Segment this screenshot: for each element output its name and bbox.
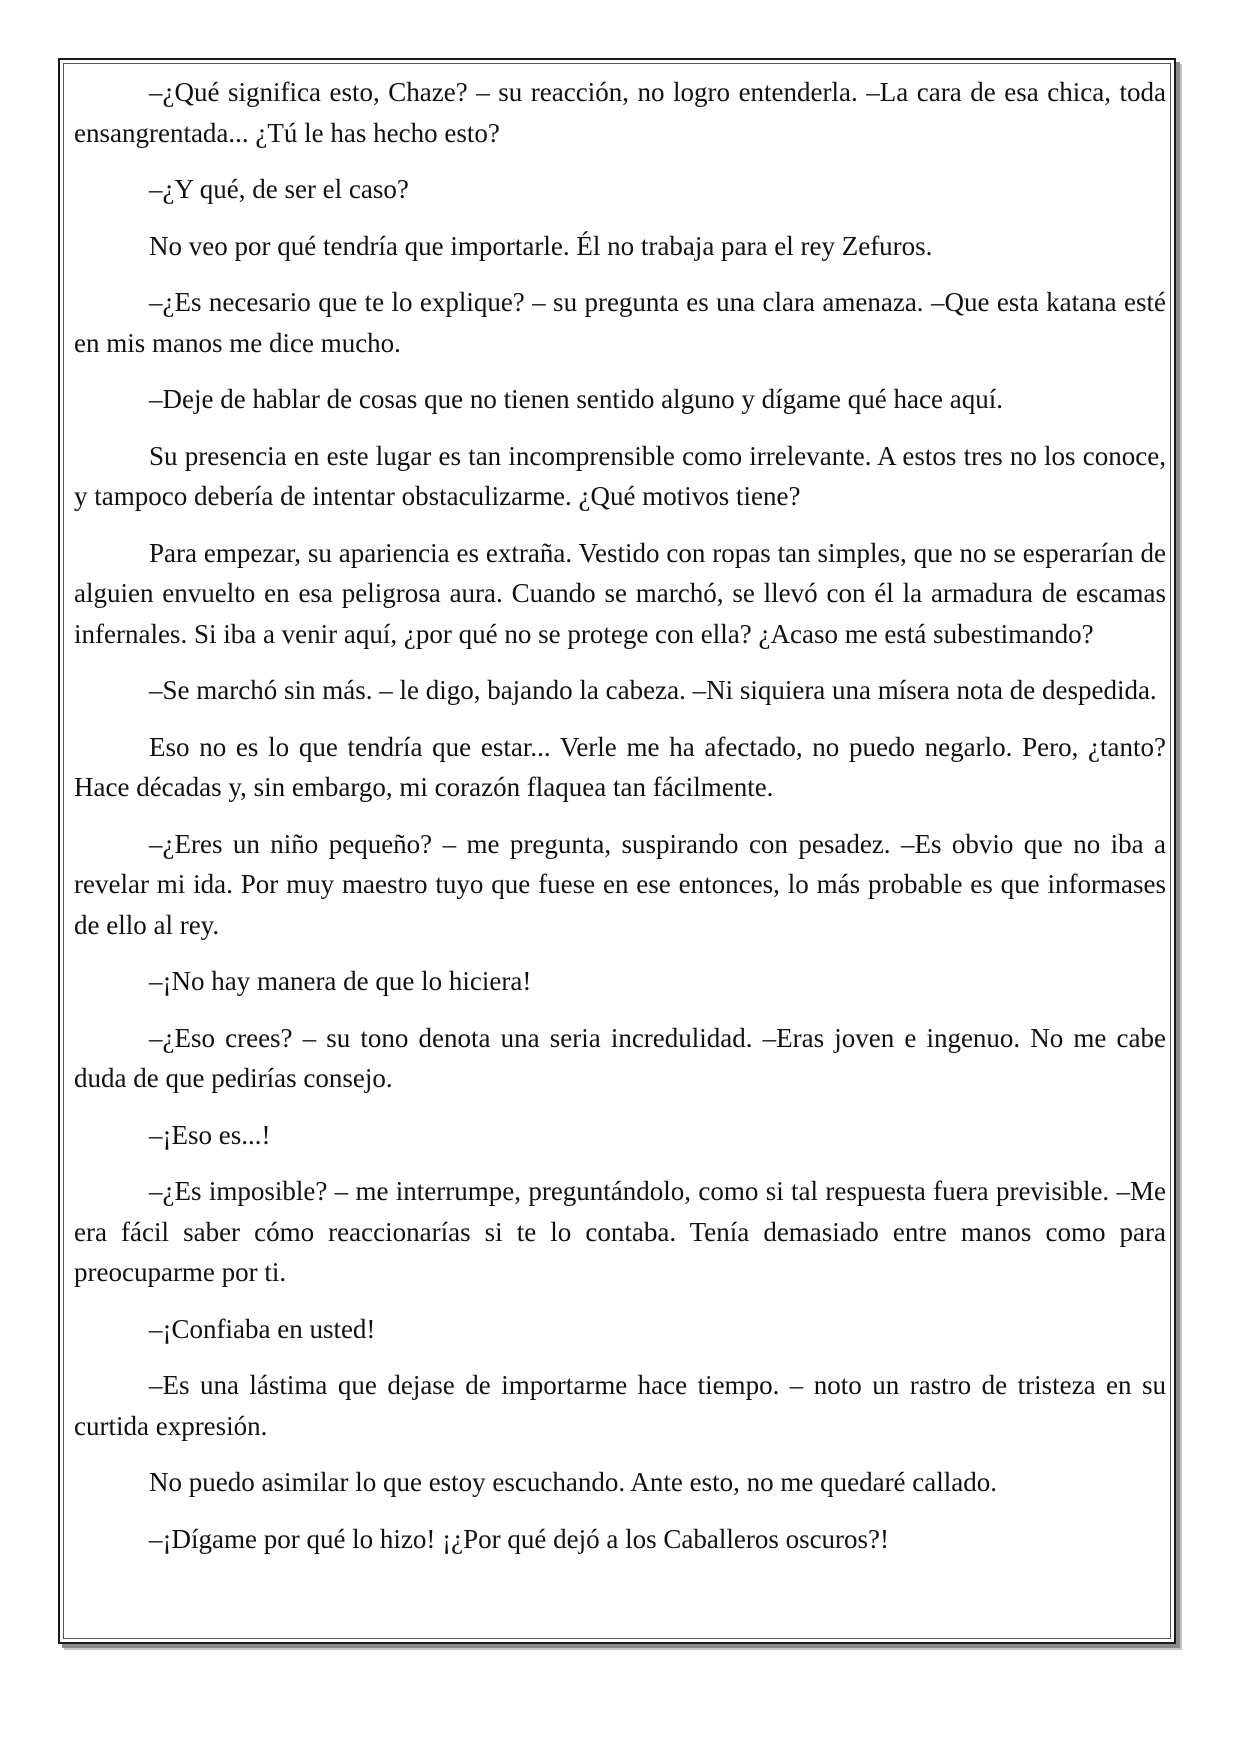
paragraph: –¿Es necesario que te lo explique? – su pregunta es una clara amenaza. –Que esta katana esté en mis manos me dice mucho.: [74, 287, 1166, 358]
story-text: [74, 72, 1166, 1575]
paragraph: –¿Eso crees? – su tono denota una seria incredulidad. –Eras joven e ingenuo. No me cabe duda de que pedirías consejo.: [74, 1022, 1166, 1093]
paragraph: –¡Dígame por qué lo hizo! ¡¿Por qué dejó a los Caballeros oscuros?!: [149, 1523, 890, 1554]
paragraph: No veo por qué tendría que importarle. Él no trabaja para el rey Zefuros.: [149, 230, 933, 261]
paragraph: –¡No hay manera de que lo hiciera!: [149, 966, 532, 996]
paragraph: No puedo asimilar lo que estoy escuchando. Ante esto, no me quedaré callado.: [149, 1467, 997, 1497]
paragraph: –¿Es imposible? – me interrumpe, preguntándolo, como si tal respuesta fuera previsible. –Me era fácil saber cómo reaccionarías si te lo contaba. Tenía demasiado entre manos como para preocuparme por ti.: [74, 1176, 1166, 1287]
paragraph: –Se marchó sin más. – le digo, bajando la cabeza. –Ni siquiera una mísera nota de despedida.: [149, 675, 1157, 705]
paragraph: –Deje de hablar de cosas que no tienen sentido alguno y dígame qué hace aquí.: [149, 384, 1003, 414]
paragraph: Eso no es lo que tendría que estar... Verle me ha afectado, no puedo negarlo. Pero, ¿tanto? Hace décadas y, sin embargo, mi corazón flaquea tan fácilmente.: [74, 731, 1166, 802]
paragraph: –¡Eso es...!: [149, 1119, 271, 1150]
paragraph: Para empezar, su apariencia es extraña. Vestido con ropas tan simples, que no se esperarían de alguien envuelto en esa peligrosa aura. Cuando se marchó, se llevó con él la armadura de escamas infernales. Si iba a venir aquí, ¿por qué no se protege con ella? ¿Acaso me está subestimando?: [74, 537, 1166, 649]
paragraph: –¡Confiaba en usted!: [149, 1313, 376, 1344]
paragraph: –¿Qué significa esto, Chaze? – su reacción, no logro entenderla. –La cara de esa chica, toda ensangrentada... ¿Tú le has hecho esto?: [74, 77, 1166, 148]
paragraph: –¿Y qué, de ser el caso?: [149, 174, 409, 204]
paragraph: –Es una lástima que dejase de importarme hace tiempo. – noto un rastro de tristeza en su curtida expresión.: [74, 1370, 1166, 1441]
paragraph: –¿Eres un niño pequeño? – me pregunta, suspirando con pesadez. –Es obvio que no iba a revelar mi ida. Por muy maestro tuyo que fuese en ese entonces, lo más probable es que informases de ello al rey.: [74, 828, 1166, 940]
paragraph: Su presencia en este lugar es tan incomprensible como irrelevante. A estos tres no los conoce, y tampoco debería de intentar obstaculizarme. ¿Qué motivos tiene?: [74, 440, 1166, 511]
